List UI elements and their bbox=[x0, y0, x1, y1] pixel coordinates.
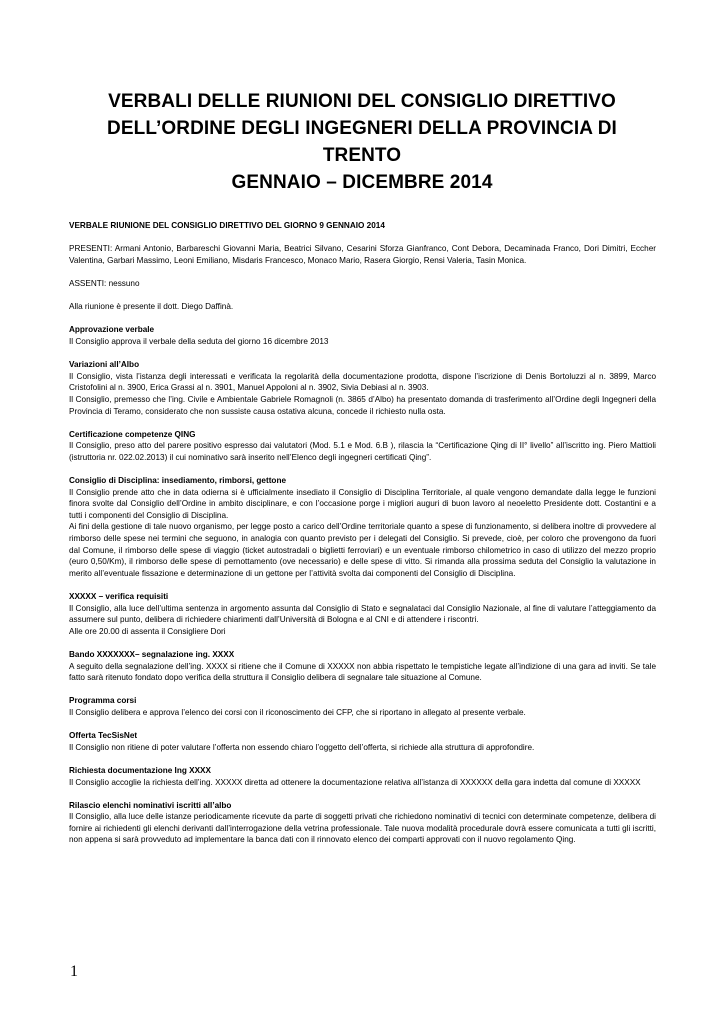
agenda-item bbox=[69, 324, 656, 347]
agenda-item-title: Offerta TecSisNet bbox=[69, 731, 138, 741]
spacer bbox=[69, 463, 656, 475]
document-title bbox=[70, 88, 654, 196]
agenda-sections bbox=[69, 324, 656, 846]
spacer bbox=[69, 684, 656, 696]
agenda-item-text: Alle ore 20.00 di assenta il Consigliere Dori bbox=[69, 626, 226, 636]
agenda-item-text: Il Consiglio delibera e approva l’elenco dei corsi con il riconoscimento dei CFP, che si riportano in allegato al presente verbale. bbox=[69, 707, 526, 717]
agenda-item-text: Il Consiglio, vista l’istanza degli interessati e verificata la regolarità della documentazione prodotta, dispone l’iscrizione di Denis Bortoluzzi al n. 3899, Marco Cristofolini al n. 3900, Erica Grassi al n. 3901, Manuel Appoloni al n. 3902, Sivia Debiasi al n. 3903. bbox=[69, 371, 656, 393]
spacer bbox=[69, 637, 656, 649]
agenda-item-text: Il Consiglio, preso atto del parere positivo espresso dai valutatori (Mod. 5.1 e Mod. 6.B ), rilascia la “Certificazione Qing di II° livello” all’iscritto ing. Piero Mattioli (istruttoria nr. 022.02.2013) il cui nominativo sarà inserito nell’Elenco degli ingegneri certificati Qing”. bbox=[69, 441, 656, 462]
agenda-item-text: Il Consiglio approva il verbale della seduta del giorno 16 dicembre 2013 bbox=[69, 336, 329, 346]
agenda-item-text: Il Consiglio, premesso che l’ing. Civile e Ambientale Gabriele Romagnoli (n. 3865 d’Albo) ha presentato domanda di trasferimento all’Ordine degli Ingegneri della Provincia di Teramo, considerato che non sussiste causa ostativa alcuna, concede il richiesto nulla osta. bbox=[69, 394, 656, 416]
attendees-guest: Alla riunione è presente il dott. Diego Daffinà. bbox=[69, 302, 234, 312]
agenda-item bbox=[69, 649, 656, 684]
spacer bbox=[69, 719, 656, 731]
agenda-item bbox=[69, 591, 656, 637]
agenda-item bbox=[69, 695, 656, 718]
spacer bbox=[69, 579, 656, 591]
spacer bbox=[69, 417, 656, 429]
agenda-item-title: Consiglio di Disciplina: insediamento, rimborsi, gettone bbox=[69, 476, 286, 486]
page-number: 1 bbox=[70, 963, 78, 980]
agenda-item bbox=[69, 359, 656, 417]
agenda-item-text: Il Consiglio, alla luce dell’ultima sentenza in argomento assunta dal Consiglio di Stato e segnalataci dal Consiglio Nazionale, al fine di valutare l’atteggiamento da assumere sul punto, delibera di richiedere chiarimenti dall’Università di Bologna e al CNI e di attendere i riscontri. bbox=[69, 603, 656, 625]
agenda-item-title: Programma corsi bbox=[69, 696, 137, 706]
attendees-absent: ASSENTI: nessuno bbox=[69, 278, 140, 288]
spacer bbox=[69, 753, 656, 765]
agenda-item bbox=[69, 429, 656, 464]
agenda-item-text: Il Consiglio non ritiene di poter valutare l’offerta non essendo chiaro l’oggetto dell’offerta, si richiede alla struttura di approfondire. bbox=[69, 742, 535, 752]
agenda-item bbox=[69, 730, 656, 753]
title-line: GENNAIO – DICEMBRE 2014 bbox=[231, 172, 493, 193]
document-body bbox=[69, 220, 656, 846]
agenda-item-text: A seguito della segnalazione dell’ing. XXXX si ritiene che il Comune di XXXXX non abbia rispettato le tempistiche legate all’indizione di una gara ad inviti. Se tale fatto sarà ritenuto fondato dopo verifica della struttura il Consiglio delibera di segnalare tale situazione al Comune. bbox=[69, 661, 656, 683]
spacer bbox=[69, 313, 656, 325]
agenda-item-title: Bando XXXXXXX– segnalazione ing. XXXX bbox=[69, 649, 235, 659]
title-line: VERBALI DELLE RIUNIONI DEL CONSIGLIO DIRETTIVO bbox=[108, 91, 616, 112]
spacer bbox=[69, 232, 656, 244]
agenda-item-title: Certificazione competenze QING bbox=[69, 429, 196, 439]
spacer bbox=[69, 266, 656, 278]
agenda-item-title: Rilascio elenchi nominativi iscritti all’albo bbox=[69, 800, 232, 810]
agenda-item-text: Il Consiglio accoglie la richiesta dell’ing. XXXXX diretta ad ottenere la documentazione relativa all’istanza di XXXXXX della gara indetta dal comune di XXXXX bbox=[69, 777, 641, 787]
agenda-item-text: Il Consiglio, alla luce delle istanze periodicamente ricevute da parte di soggetti privati che richiedono nominativi di tecnici con determinate competenze, delibera di fornire ai richiedenti gli elenchi derivanti dall’interrogazione della vetrina professionale. Tale nuova modalità procedurale dovrà essere comunicata a tutti gli iscritti, non appena si sarà provveduto ad implementare la banca dati con il rinnovato elenco dei comparti approvati con il nuovo regolamento Qing. bbox=[69, 812, 656, 845]
attendees-present: PRESENTI: Armani Antonio, Barbareschi Giovanni Maria, Beatrici Silvano, Cesarini Sforza Gianfranco, Cont Debora, Decaminada Franco, Dori Dimitri, Eccher Valentina, Garbari Massimo, Leoni Emiliano, Misdaris Francesco, Monaco Mario, Rasera Giorgio, Rensi Valeria, Tasin Monica. bbox=[69, 244, 656, 265]
agenda-item-title: XXXXX – verifica requisiti bbox=[69, 592, 169, 601]
agenda-item-title: Richiesta documentazione Ing XXXX bbox=[69, 765, 211, 775]
agenda-item bbox=[69, 765, 656, 788]
agenda-item bbox=[69, 800, 656, 846]
agenda-item-title: Approvazione verbale bbox=[69, 325, 155, 335]
agenda-item-text: Il Consiglio prende atto che in data odierna si è ufficialmente insediato il Consiglio di Disciplina Territoriale, al quale vengono demandate dalla legge le funzioni finora svolte dal Consiglio dell’Ordine in ambito disciplinare, e con l’occasione porge i migliori auguri di buon lavoro al neoeletto Presidente dott. Costantini e a tutti i componenti del Consiglio di Disciplina. bbox=[69, 487, 656, 520]
spacer bbox=[69, 290, 656, 302]
spacer bbox=[69, 788, 656, 800]
agenda-item bbox=[69, 475, 656, 579]
agenda-item-title: Variazioni all’Albo bbox=[69, 360, 140, 370]
agenda-item-text: Ai fini della gestione di tale nuovo organismo, per legge posto a carico dell’Ordine territoriale quanto a spese di funzionamento, si delibera inoltre di provvedere al rimborso delle spese nei termini che seguono, in analogia con quanto previsto per i delegati del Consiglio. Si prevede, cioè, per coloro che provengono da fuori dal Comune, il rimborso delle spese di viaggio (ticket autostradali o biglietti ferroviari) e un eventuale rimborso chilometrico in caso di utilizzo del mezzo proprio (euro 0,50/Km), il rimborso delle spese di pernottamento (ove necessario) e delle spese di vitto. Si rimanda alla prossima seduta del Consiglio la valutazione in merito all’eventuale fissazione e determinazione di un gettone per l’attività svolta dai componenti del Consiglio di Disciplina. bbox=[69, 522, 656, 578]
meeting-heading: VERBALE RIUNIONE DEL CONSIGLIO DIRETTIVO DEL GIORNO 9 GENNAIO 2014 bbox=[69, 221, 385, 230]
spacer bbox=[69, 348, 656, 360]
title-line: DELL’ORDINE DEGLI INGEGNERI DELLA PROVINCIA DI TRENTO bbox=[107, 118, 617, 166]
